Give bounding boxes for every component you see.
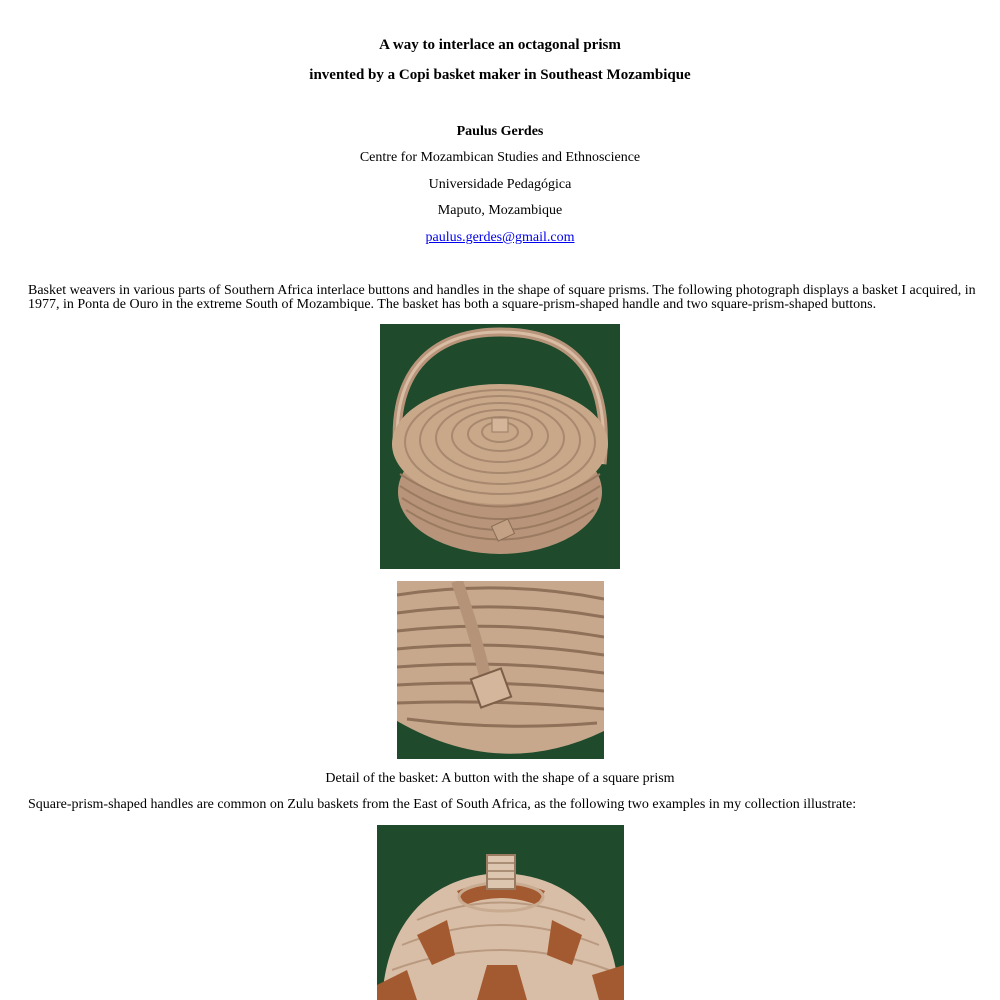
title-line-2: invented by a Copi basket maker in Southeast Mozambique — [309, 67, 691, 83]
basket-detail-photo — [397, 581, 604, 759]
author-email-link[interactable]: paulus.gerdes@gmail.com — [425, 230, 575, 245]
detail-caption: Detail of the basket: A button with the shape of a square prism — [325, 771, 675, 786]
author-university: Universidade Pedagógica — [428, 177, 572, 192]
author-affiliation: Centre for Mozambican Studies and Ethnoscience — [359, 150, 641, 165]
author-location: Maputo, Mozambique — [437, 203, 563, 218]
basket-photo — [380, 324, 620, 569]
intro-paragraph: Basket weavers in various parts of Southern Africa interlace buttons and handles in the shape of square prisms. The following photograph displays a basket I acquired, in 1977, in Ponta de Ouro in the extreme South of Mozambique. The basket has both a square-prism-shaped handle and two square-prism-shaped buttons. — [28, 283, 976, 312]
author-name: Paulus Gerdes — [456, 124, 544, 139]
title-line-1: A way to interlace an octagonal prism — [379, 37, 621, 53]
zulu-paragraph: Square-prism-shaped handles are common on Zulu baskets from the East of South Africa, as the following two examples in my collection illustrate: — [28, 797, 857, 812]
zulu-basket-photo — [377, 825, 624, 1000]
